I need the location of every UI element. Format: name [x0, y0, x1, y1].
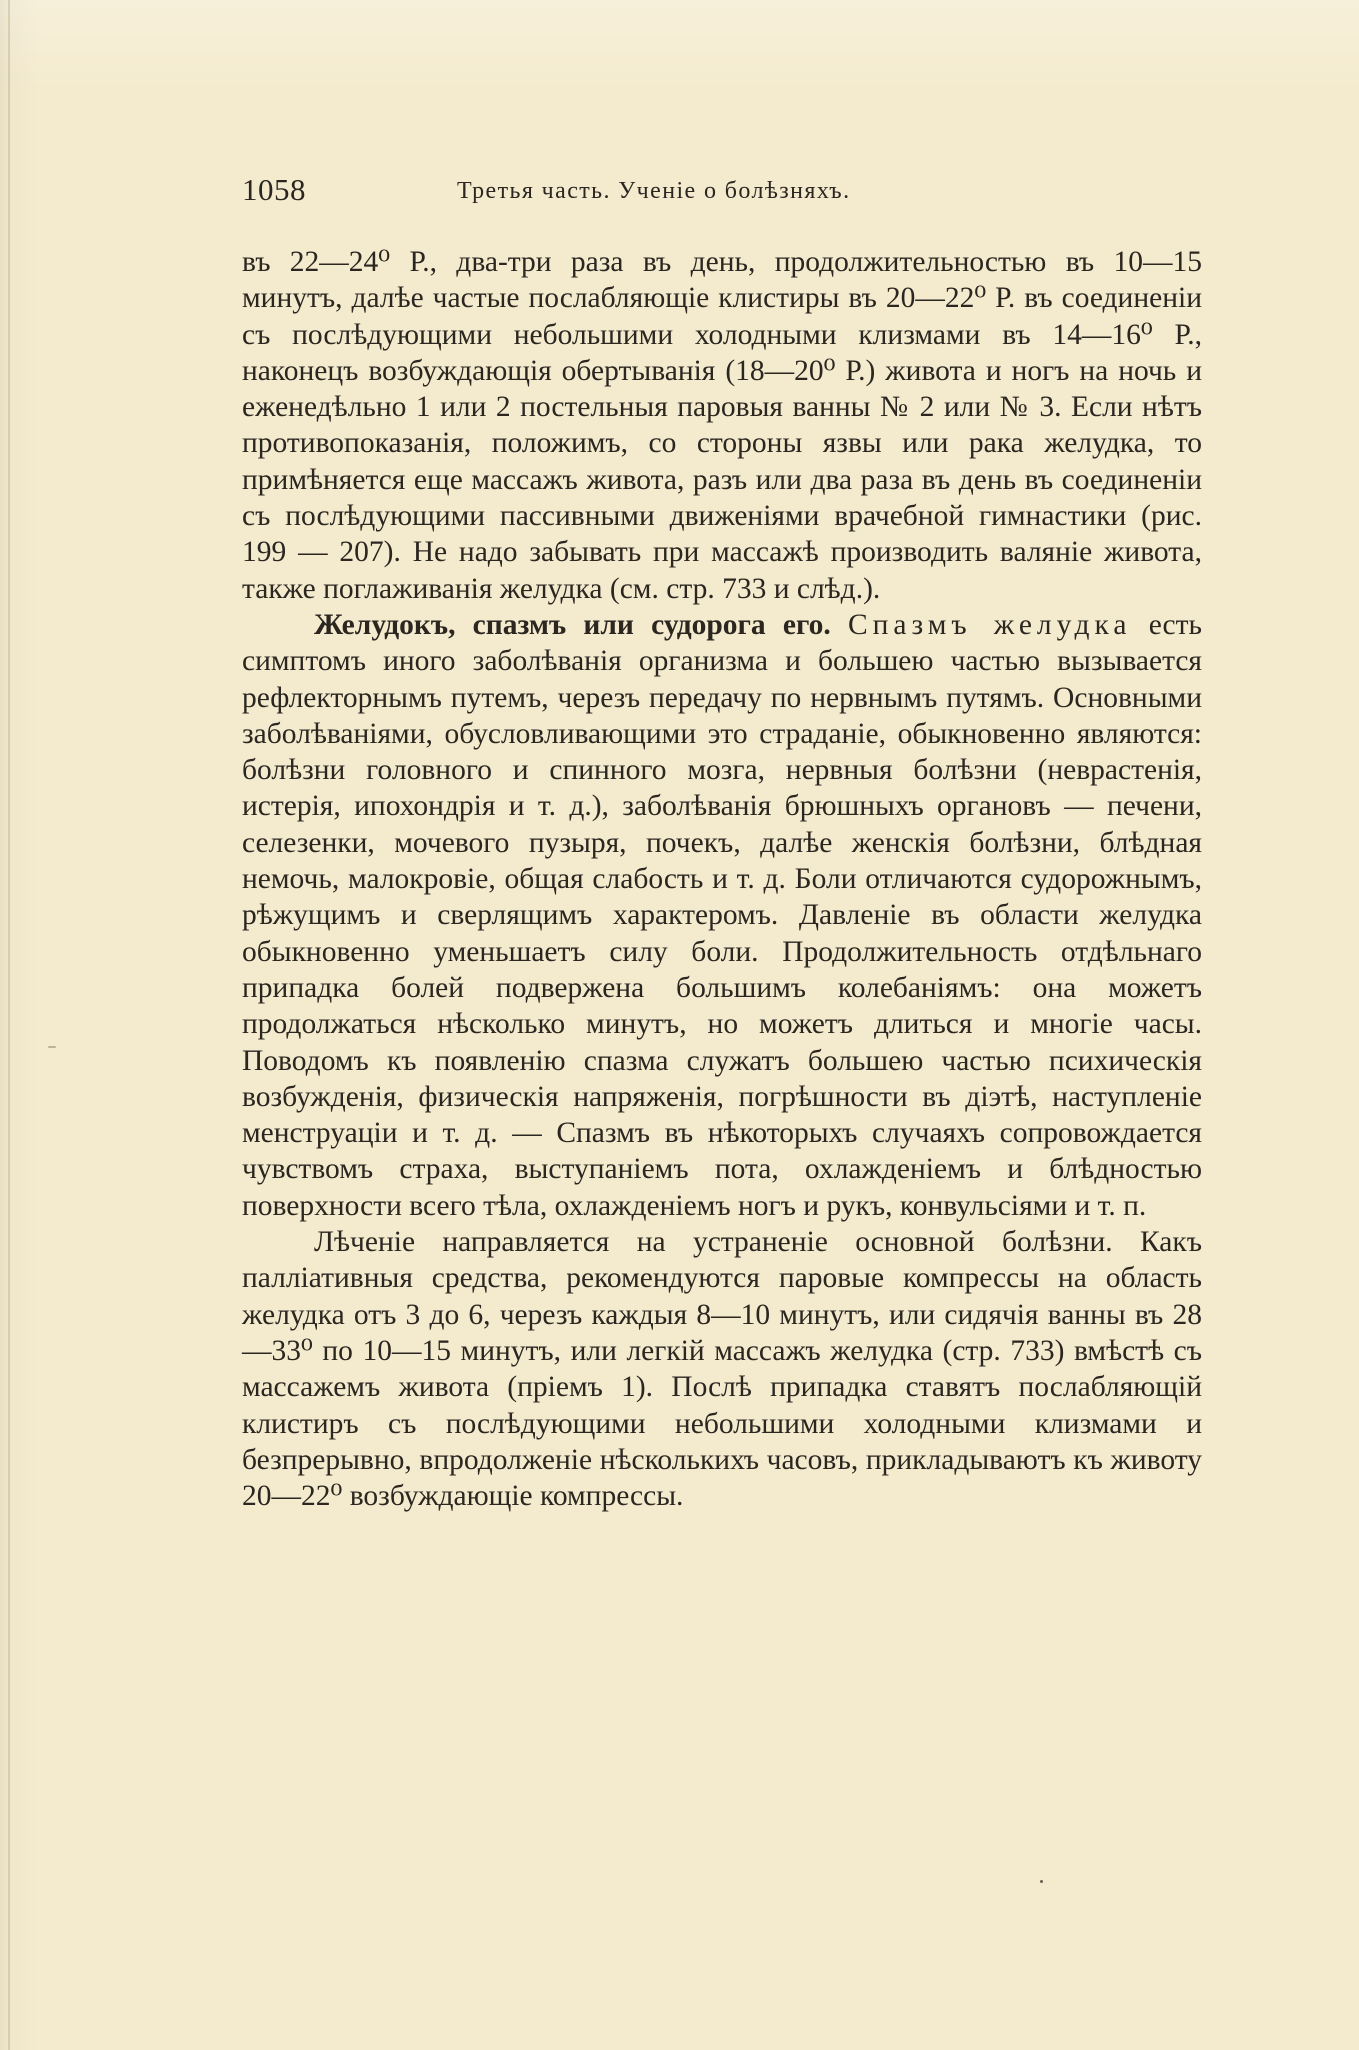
- section-heading: Желудокъ, спазмъ или судорога его.: [314, 608, 831, 641]
- paper-mark: [48, 1046, 56, 1048]
- paragraph-stomach-spasm: [242, 607, 1202, 1224]
- paragraph-stomach-spasm-text: есть симптомъ иного заболѣванія организма и большею частью вызывается рефлекторнымъ путемъ, черезъ передачу по нервнымъ путямъ. Основными заболѣваніями, обусловливающими это страданіе, обыкновенно являются: болѣзни головного и спинного мозга, нервныя болѣзни (неврастенія, истерія, ипохондрія и т. д.), заболѣванія брюшныхъ органовъ — печени, селезенки, мочевого пузыря, почекъ, далѣе женскія болѣзни, блѣдная немочь, малокровіе, общая слабость и т. д. Боли отличаются судорожнымъ, рѣжущимъ и сверлящимъ характеромъ. Давленіе въ области желудка обыкновенно уменьшаетъ силу боли. Продолжительность отдѣльнаго припадка болей подвержена большимъ колебаніямъ: она можетъ продолжаться нѣсколько минутъ, но можетъ длиться и многіе часы. Поводомъ къ появленію спазма служатъ большею частью психическія возбужденія, физическія напряженія, погрѣшности въ діэтѣ, наступленіе менструаціи и т. д. — Спазмъ въ нѣкоторыхъ случаяхъ сопровождается чувствомъ страха, выступаніемъ пота, охлажденіемъ и блѣдностью поверхности всего тѣла, охлажденіемъ ногъ и рукъ, конвульсіями и т. п.: [242, 608, 1202, 1222]
- page-edge-line: [8, 0, 10, 2050]
- paragraph-treatment: Лѣченіе направляется на устраненіе основной болѣзни. Какъ палліативныя средства, рекомендуются паровые компрессы на область желудка отъ 3 до 6, черезъ каждыя 8—10 минутъ, или сидячія ванны въ 28—33⁰ по 10—15 минутъ, или легкій массажъ желудка (стр. 733) вмѣстѣ съ массажемъ живота (пріемъ 1). Послѣ припадка ставятъ послабляющій клистиръ съ послѣдующими небольшими холодными клизмами и безпрерывно, впродолженіе нѣсколькихъ часовъ, прикладываютъ къ животу 20—22⁰ возбуждающіе компрессы.: [242, 1226, 1202, 1513]
- paragraph-treatment-intro: въ 22—24⁰ Р., два-три раза въ день, продолжительностью въ 10—15 минутъ, далѣе частые послабляющіе клистиры въ 20—22⁰ Р. въ соединеніи съ послѣдующими небольшими холодными клизмами въ 14—16⁰ Р., наконецъ возбуждающія обертыванія (18—20⁰ Р.) живота и ногъ на ночь и еженедѣльно 1 или 2 постельныя паровыя ванны № 2 или № 3. Если нѣтъ противопоказанія, положимъ, со стороны язвы или рака желудка, то примѣняется еще массажъ живота, разъ или два раза въ день въ соединеніи съ послѣдующими пассивными движеніями врачебной гимнастики (рис. 199 — 207). Не надо забывать при массажѣ производить валяніе живота, также поглаживанія желудка (см. стр. 733 и слѣд.).: [242, 246, 1202, 605]
- page-header: [242, 172, 1202, 218]
- page-number: 1058: [242, 172, 306, 207]
- paper-speck: [1040, 1880, 1043, 1883]
- spaced-term: Спазмъ желудка: [847, 608, 1132, 641]
- body-text: [242, 244, 1202, 1514]
- running-title: Третья часть. Ученіе о болѣзняхъ.: [457, 178, 851, 204]
